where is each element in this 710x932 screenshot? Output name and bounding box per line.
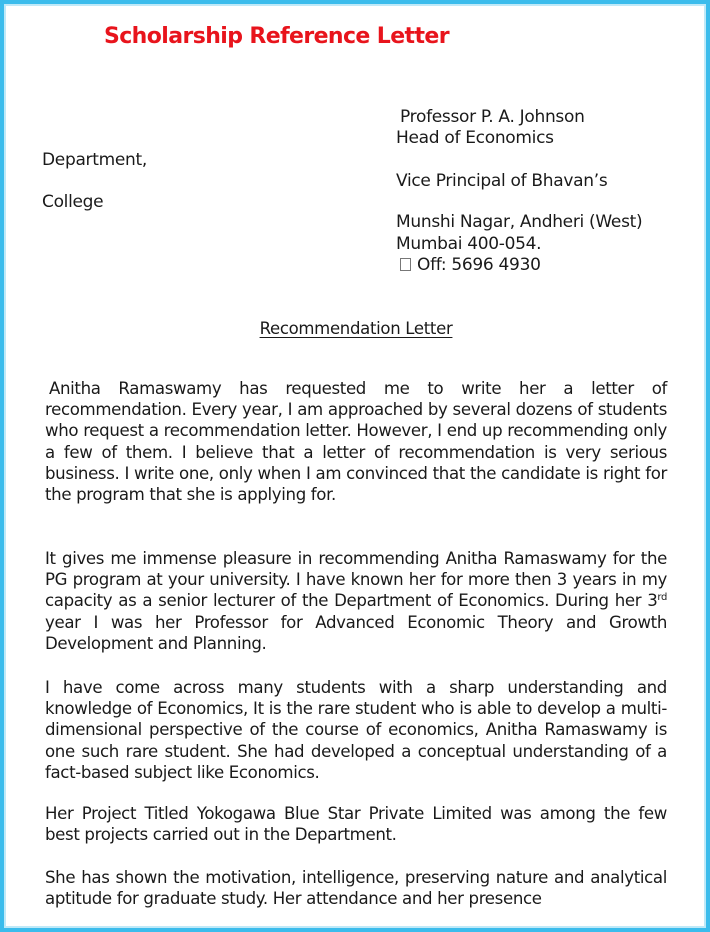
- sender-phone: Off: 5696 4930: [417, 255, 541, 275]
- paragraph-2-text-b: year I was her Professor for Advanced Economic Theory and Growth Development and Planning.: [45, 612, 667, 653]
- paragraph-2-text-a: It gives me immense pleasure in recommending Anitha Ramaswamy for the PG program at your university. I have known her for more then 3 years in my capacity as a senior lecturer of the Department of Economics. During her 3: [45, 549, 667, 611]
- body-paragraph-5: She has shown the motivation, intelligence, preserving nature and analytical aptitude for graduate study. Her attendance and her presence: [45, 868, 667, 909]
- body-paragraph-2: [45, 548, 667, 654]
- sender-position-wrap2: College: [42, 192, 104, 212]
- body-paragraph-4: Her Project Titled Yokogawa Blue Star Private Limited was among the few best projects carried out in the Department.: [45, 804, 667, 845]
- body-paragraph-1: Anitha Ramaswamy has requested me to write her a letter of recommendation. Every year, I am approached by several dozens of students who request a recommendation letter. However, I end up recommending only a few of them. I believe that a letter of recommendation is very serious business. I write one, only when I am convinced that the candidate is right for the program that she is applying for.: [45, 379, 667, 505]
- sender-address-line2: Mumbai 400-054.: [396, 234, 542, 254]
- sender-position-line3: Vice Principal of Bhavan’s: [396, 171, 608, 191]
- sender-position-line1: Head of Economics: [396, 128, 554, 148]
- sender-position-wrap1: Department,: [42, 150, 147, 170]
- sender-address-line1: Munshi Nagar, Andheri (West): [396, 212, 643, 232]
- phone-icon: [400, 258, 411, 271]
- body-paragraph-3: I have come across many students with a sharp understanding and knowledge of Economics, It is the rare student who is able to develop a multi-dimensional perspective of the course of economics, Anitha Ramaswamy is one such rare student. She had developed a conceptual understanding of a fact-based subject like Economics.: [45, 678, 667, 782]
- ordinal-suffix: rd: [657, 592, 667, 604]
- letter-subject: Recommendation Letter: [259, 319, 453, 338]
- sender-phone-line: [400, 255, 541, 276]
- sender-name: Professor P. A. Johnson: [400, 107, 585, 127]
- document-title: Scholarship Reference Letter: [104, 24, 449, 49]
